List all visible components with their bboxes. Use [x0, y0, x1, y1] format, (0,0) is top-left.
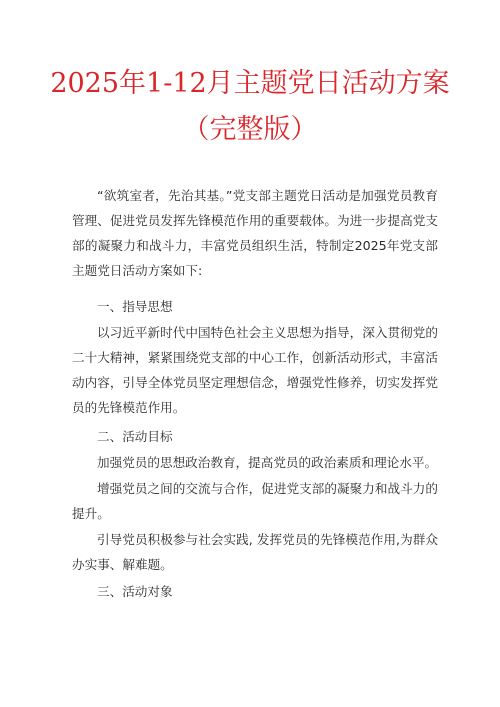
section-heading-activity-goals: 二、活动目标: [97, 429, 173, 444]
activity-goal-paragraph: 引导党员积极参与社会实践, 发挥党员的先锋模范作用,为群众办实事、解难题。: [72, 532, 438, 572]
section-heading-activity-participants: 三、活动对象: [97, 584, 173, 599]
activity-goal-paragraph: 加强党员的思想政治教育，提高党员的政治素质和理论水平。: [97, 455, 438, 470]
document-title: 2025年1-12月主题党日活动方案: [50, 68, 450, 99]
section-heading-guiding-ideology: 一、指导思想: [97, 299, 173, 314]
guiding-ideology-paragraph: 以习近平新时代中国特色社会主义思想为指导，深入贯彻党的二十大精神，紧紧围绕党支部的中心工作，创新活动形式，丰富活动内容，引导全体党员坚定理想信念，增强党性修养，切实发挥党员的先锋模范作用。: [72, 325, 438, 415]
activity-goal-paragraph: 增强党员之间的交流与合作，促进党支部的凝聚力和战斗力的提升。: [72, 481, 438, 521]
intro-paragraph: “欲筑室者，先治其基。”党支部主题党日活动是加强党员教育管理、促进党员发挥先锋模范作用的重要载体。为进一步提高党支部的凝聚力和战斗力，丰富党员组织生活，特制定2025年党支部主题党日活动方案如下:: [72, 188, 438, 278]
document-subtitle: （完整版）: [182, 114, 318, 145]
